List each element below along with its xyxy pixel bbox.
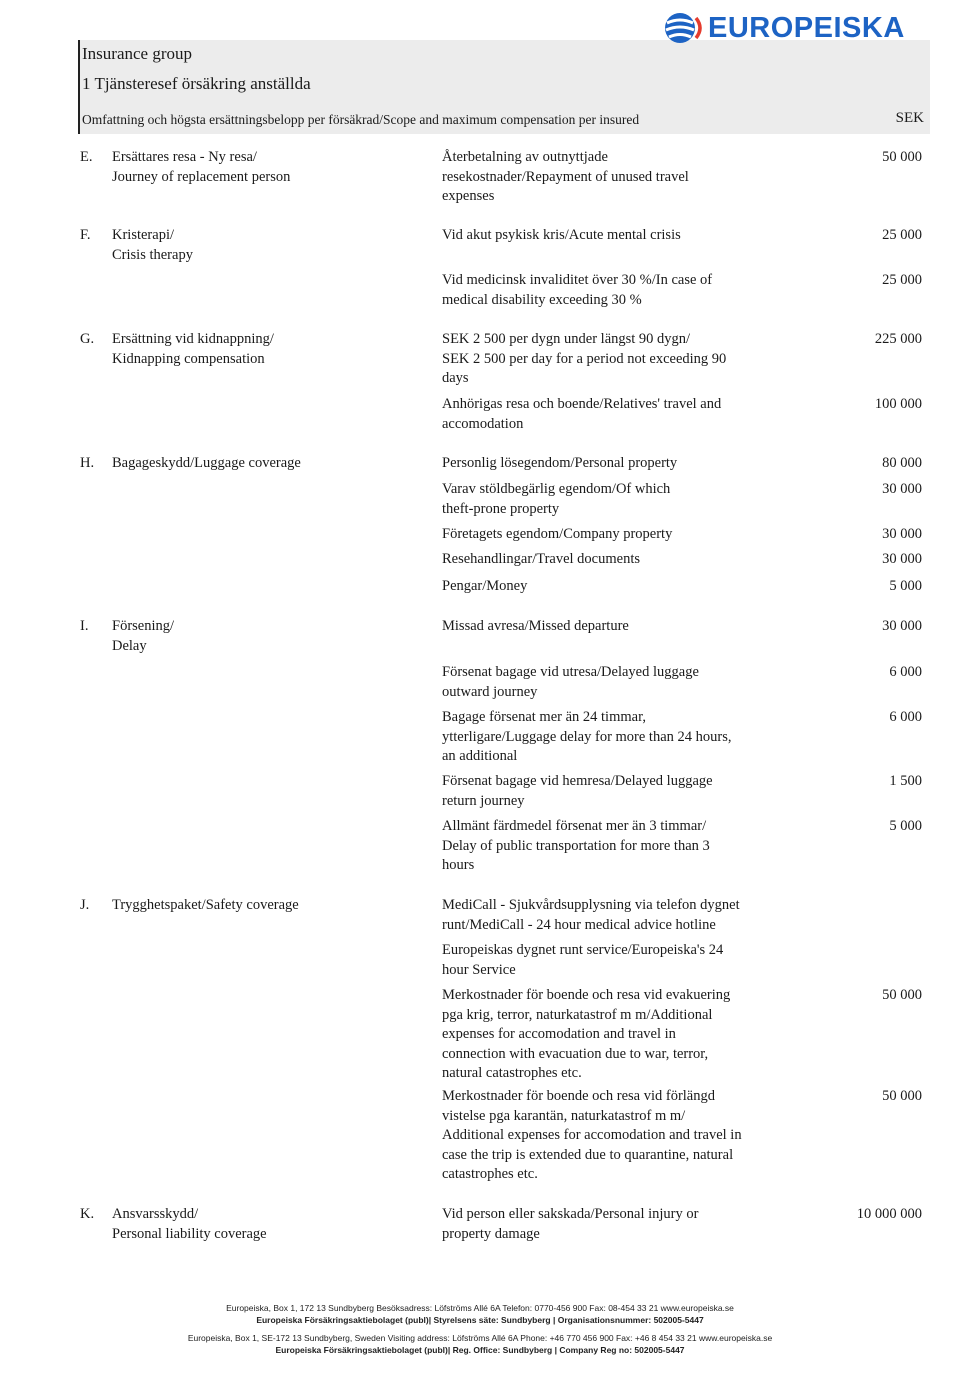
coverage-item: Bagage försenat mer än 24 timmar, ytterligare/Luggage delay for more than 24 hours, an additional — [442, 709, 732, 764]
coverage-item: Återbetalning av outnyttjade resekostnader/Repayment of unused travel expenses — [442, 149, 689, 204]
section-title: Ersättning vid kidnappning/ Kidnapping compensation — [112, 331, 274, 367]
coverage-amount: 5 000 — [889, 578, 922, 594]
coverage-item: Vid person eller sakskada/Personal injury or property damage — [442, 1206, 699, 1242]
coverage-item: Försenat bagage vid hemresa/Delayed luggage return journey — [442, 773, 713, 809]
coverage-amount: 6 000 — [889, 709, 922, 725]
coverage-amount: 100 000 — [874, 396, 922, 412]
coverage-amount: 80 000 — [882, 455, 922, 471]
section-title: Försening/ Delay — [112, 618, 175, 654]
section-letter: E. — [80, 149, 93, 165]
coverage-amount: 30 000 — [882, 551, 922, 567]
section-title: Ersättares resa - Ny resa/ Journey of replacement person — [112, 149, 291, 185]
footer-swedish — [0, 1302, 960, 1326]
section-letter: I. — [80, 618, 89, 634]
coverage-amount: 30 000 — [882, 481, 922, 497]
coverage-amount: 50 000 — [882, 987, 922, 1003]
coverage-item: Europeiskas dygnet runt service/Europeiska's 24 hour Service — [442, 942, 724, 978]
section-letter: G. — [80, 331, 95, 347]
coverage-amount: 1 500 — [889, 773, 922, 789]
footer-company-en: Europeiska Försäkringsaktiebolaget (publ)| Reg. Office: Sundbyberg | Company Reg no: 502005-5447 — [275, 1345, 685, 1355]
header-currency: SEK — [895, 110, 924, 126]
coverage-amount: 50 000 — [882, 1088, 922, 1104]
section-title: Bagageskydd/Luggage coverage — [112, 455, 301, 471]
coverage-amount: 10 000 000 — [856, 1206, 922, 1222]
coverage-amount: 50 000 — [882, 149, 922, 165]
coverage-amount: 25 000 — [882, 227, 922, 243]
coverage-item: MediCall - Sjukvårdsupplysning via telefon dygnet runt/MediCall - 24 hour medical advice hotline — [442, 897, 740, 933]
coverage-item: Varav stöldbegärlig egendom/Of which theft-prone property — [442, 481, 671, 517]
coverage-item: Merkostnader för boende och resa vid evakuering pga krig, terror, naturkatastrof m m/Additional expenses for accomodation and travel in connection with evacuation due to war, terror, natural catastrophes etc. — [442, 987, 731, 1081]
coverage-amount: 25 000 — [882, 272, 922, 288]
section-letter: J. — [80, 897, 90, 913]
coverage-item: Missad avresa/Missed departure — [442, 618, 629, 634]
coverage-item: Vid medicinsk invaliditet över 30 %/In case of medical disability exceeding 30 % — [442, 272, 713, 308]
coverage-item: Resehandlingar/Travel documents — [442, 551, 640, 567]
brand-name: EUROPEISKA — [708, 11, 905, 44]
coverage-item: Vid akut psykisk kris/Acute mental crisis — [442, 227, 681, 243]
header-scope: Omfattning och högsta ersättningsbelopp per försäkrad/Scope and maximum compensation per insured — [82, 112, 640, 127]
footer-address-sv: Europeiska, Box 1, 172 13 Sundbyberg Besöksadress: Löfströms Allé 6A Telefon: 0770-456 900 Fax: 08-454 33 21 www.europeiska.se — [226, 1303, 734, 1313]
coverage-item: Allmänt färdmedel försenat mer än 3 timmar/ Delay of public transportation for more than 3 hours — [442, 818, 710, 873]
coverage-item: Personlig lösegendom/Personal property — [442, 455, 678, 471]
footer-company-sv: Europeiska Försäkringsaktiebolaget (publ)| Styrelsens säte: Sundbyberg | Organisationsnummer: 502005-5447 — [256, 1315, 704, 1325]
coverage-amount: 30 000 — [882, 526, 922, 542]
section-letter: H. — [80, 455, 95, 471]
header-title: 1 Tjänsteresef örsäkring anställda — [82, 74, 311, 93]
section-letter: F. — [80, 227, 91, 243]
section-title: Ansvarsskydd/ Personal liability coverage — [112, 1206, 267, 1242]
section-letter: K. — [80, 1206, 95, 1222]
coverage-item: Pengar/Money — [442, 578, 528, 594]
coverage-item: Anhörigas resa och boende/Relatives' travel and accomodation — [442, 396, 722, 432]
coverage-amount: 5 000 — [889, 818, 922, 834]
coverage-item: Merkostnader för boende och resa vid förlängd vistelse pga karantän, naturkatastrof m m/ Additional expenses for accomodation and travel in case the trip is extended due to quarantine, natural catastrophes etc. — [442, 1088, 742, 1182]
section-title: Trygghetspaket/Safety coverage — [112, 897, 299, 913]
footer-address-en: Europeiska, Box 1, SE-172 13 Sundbyberg, Sweden Visiting address: Löfströms Allé 6A Phone: +46 770 456 900 Fax: +46 8 454 33 21 www.europeiska.se — [187, 1333, 773, 1343]
coverage-amount: 225 000 — [874, 331, 922, 347]
footer-english — [0, 1332, 960, 1356]
coverage-amount: 30 000 — [882, 618, 922, 634]
coverage-amount: 6 000 — [889, 664, 922, 680]
coverage-item: Företagets egendom/Company property — [442, 526, 673, 542]
europeiska-logo — [660, 6, 905, 50]
header-group: Insurance group — [82, 44, 192, 63]
section-title: Kristerapi/ Crisis therapy — [112, 227, 193, 263]
coverage-item: Försenat bagage vid utresa/Delayed luggage outward journey — [442, 664, 699, 700]
coverage-item: SEK 2 500 per dygn under längst 90 dygn/ SEK 2 500 per day for a period not exceeding 90 days — [442, 331, 727, 386]
globe-logo-icon — [660, 8, 706, 48]
